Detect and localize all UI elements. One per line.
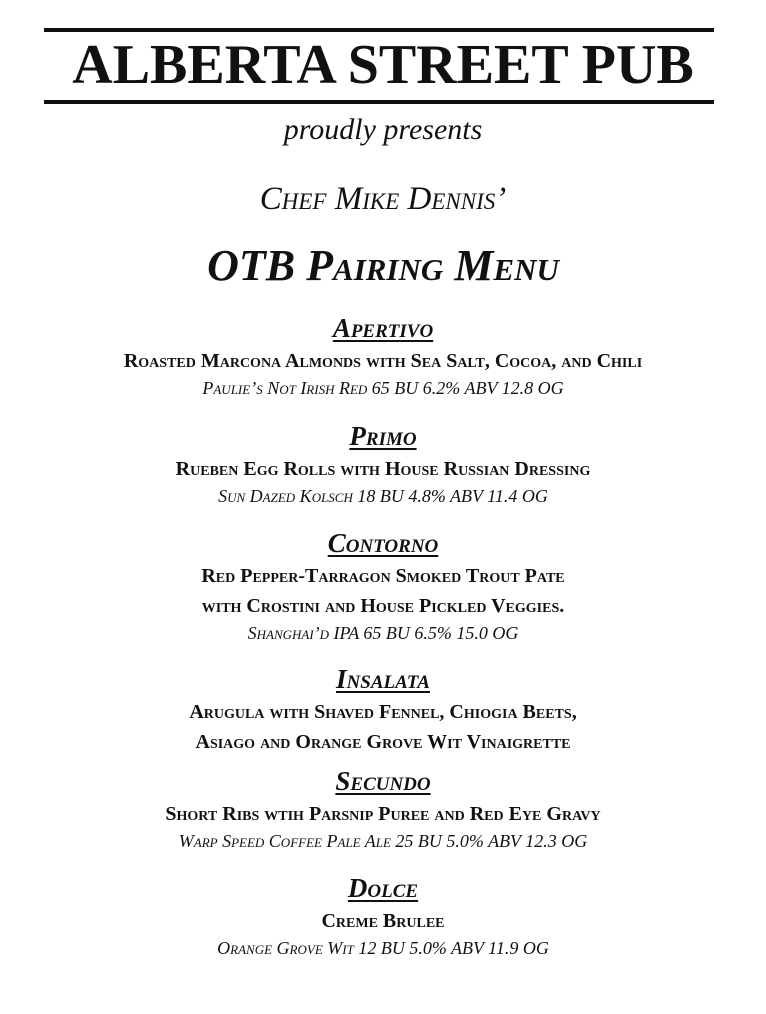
course-primo <box>0 418 766 508</box>
course-dolce <box>0 870 766 960</box>
beer-stats: 65 BU 6.2% ABV 12.8 OG <box>371 378 564 398</box>
chef-name: Chef Mike Dennis’ <box>259 181 507 217</box>
beer-pairing <box>0 936 766 960</box>
course-heading: Primo <box>349 421 417 451</box>
bottom-rule <box>44 100 714 104</box>
dish-line: with Crostini and House Pickled Veggies. <box>201 595 565 617</box>
course-contorno <box>0 525 766 645</box>
course-heading: Apertivo <box>332 313 434 343</box>
dish-line: Rueben Egg Rolls with House Russian Dressing <box>175 458 591 480</box>
beer-stats: 18 BU 4.8% ABV 11.4 OG <box>357 486 548 506</box>
course-secundo <box>0 763 766 853</box>
beer-name: Orange Grove Wit <box>217 938 354 958</box>
dish-line: Asiago and Orange Grove Wit Vinaigrette <box>195 731 571 753</box>
pub-name: ALBERTA STREET PUB <box>72 34 694 96</box>
dish-line: Short Ribs wtih Parsnip Puree and Red Eye Gravy <box>165 803 601 825</box>
course-apertivo <box>0 310 766 400</box>
beer-stats: IPA 65 BU 6.5% 15.0 OG <box>333 623 519 643</box>
beer-pairing <box>0 376 766 400</box>
course-heading: Secundo <box>335 766 431 796</box>
course-heading: Contorno <box>327 528 439 558</box>
dish-line: Arugula with Shaved Fennel, Chiogia Beets, <box>189 701 577 723</box>
beer-name: Warp Speed Coffee Pale Ale <box>178 831 391 851</box>
beer-pairing <box>0 621 766 645</box>
beer-name: Shanghai’d <box>247 623 330 643</box>
beer-name: Paulie’s Not Irish Red <box>202 378 368 398</box>
menu-title: OTB Pairing Menu <box>207 241 559 290</box>
presents-line: proudly presents <box>283 113 483 146</box>
dish-line: Red Pepper-Tarragon Smoked Trout Pate <box>201 565 565 587</box>
course-insalata <box>0 661 766 757</box>
dish-line: Creme Brulee <box>321 910 445 932</box>
beer-stats: 12 BU 5.0% ABV 11.9 OG <box>358 938 549 958</box>
course-heading: Insalata <box>336 664 430 694</box>
course-heading: Dolce <box>347 873 419 903</box>
dish-line: Roasted Marcona Almonds with Sea Salt, Cocoa, and Chili <box>123 350 643 372</box>
beer-pairing <box>0 484 766 508</box>
beer-stats: 25 BU 5.0% ABV 12.3 OG <box>395 831 588 851</box>
beer-name: Sun Dazed Kolsch <box>218 486 353 506</box>
beer-pairing <box>0 829 766 853</box>
